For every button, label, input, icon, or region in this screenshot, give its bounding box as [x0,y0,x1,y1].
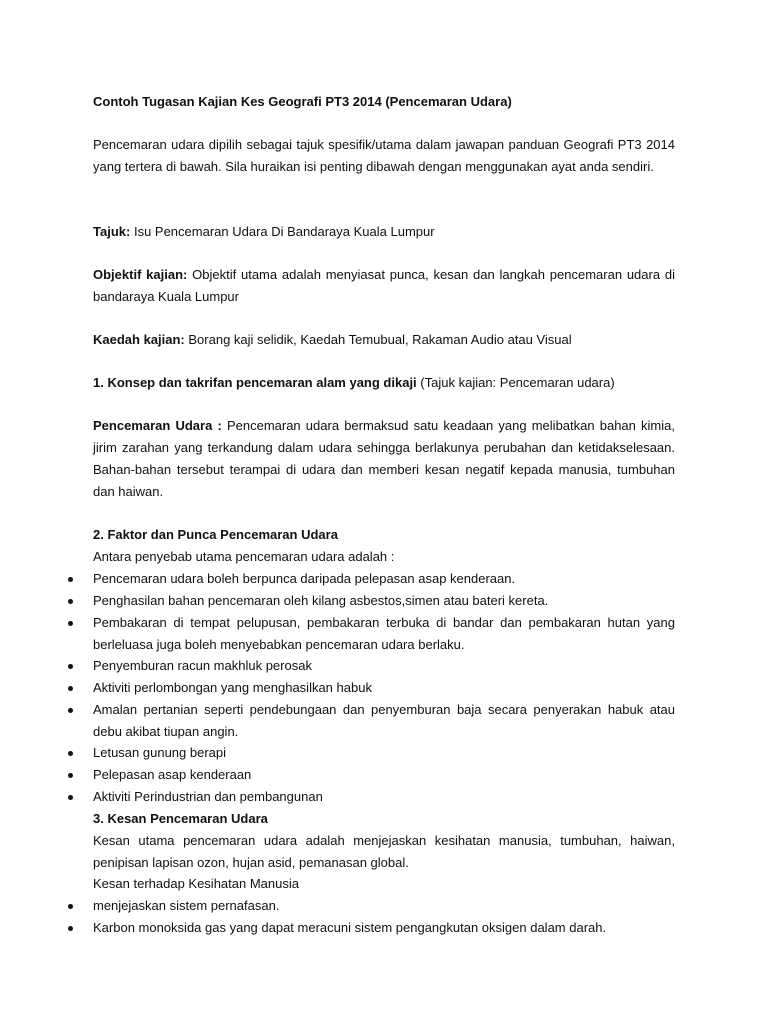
list-item: Penghasilan bahan pencemaran oleh kilang asbestos,simen atau bateri kereta. [93,590,675,612]
list-item: Pencemaran udara boleh berpunca daripada pelepasan asap kenderaan. [93,568,675,590]
tajuk-line [93,221,675,243]
bullet-icon [68,751,73,756]
definition-text: Pencemaran udara bermaksud satu keadaan yang melibatkan bahan kimia, jirim zarahan yang terkandung dalam udara sehingga berlakunya perubahan dan ketidakselesaan. Bahan-bahan tersebut terampai di udara dan memberi kesan negatif kepada manusia, tumbuhan dan haiwan. [93,418,675,499]
definition-paragraph [93,415,675,503]
section1-heading-line [93,372,675,394]
tajuk-text: Isu Pencemaran Udara Di Bandaraya Kuala Lumpur [133,224,435,239]
section1-note: (Tajuk kajian: Pencemaran udara) [420,375,615,390]
section3-lead: Kesan utama pencemaran udara adalah menjejaskan kesihatan manusia, tumbuhan, haiwan, penipisan lapisan ozon, hujan asid, pemanasan global. [93,833,675,870]
objektif-label: Objektif kajian: [93,267,188,282]
bullet-icon [68,577,73,582]
list-item: menjejaskan sistem pernafasan. [93,895,675,917]
list-item: Penyemburan racun makhluk perosak [93,655,675,677]
section3-heading: 3. Kesan Pencemaran Udara [93,811,268,826]
definition-label: Pencemaran Udara : [93,418,222,433]
section3-sub: Kesan terhadap Kesihatan Manusia [93,876,299,891]
intro-paragraph: Pencemaran udara dipilih sebagai tajuk spesifik/utama dalam jawapan panduan Geografi PT3 2014 yang tertera di bawah. Sila huraikan isi penting dibawah dengan menggunakan ayat anda sendiri. [93,137,675,174]
bullet-icon [68,599,73,604]
bullet-icon [68,664,73,669]
list-item: Amalan pertanian seperti pendebungaan dan penyemburan baja secara penyerakan habuk atau debu akibat tiupan angin. [93,699,675,743]
section2-heading: 2. Faktor dan Punca Pencemaran Udara [93,527,338,542]
kaedah-line [93,329,675,351]
tajuk-label: Tajuk: [93,224,131,239]
kaedah-text: Borang kaji selidik, Kaedah Temubual, Rakaman Audio atau Visual [188,332,572,347]
bullet-icon [68,926,73,931]
bullet-icon [68,904,73,909]
list-item: Aktiviti Perindustrian dan pembangunan [93,786,675,808]
objektif-text: Objektif utama adalah menyiasat punca, kesan dan langkah pencemaran udara di bandaraya Kuala Lumpur [93,267,675,304]
bullet-icon [68,795,73,800]
objektif-paragraph [93,264,675,308]
list-item: Pembakaran di tempat pelupusan, pembakaran terbuka di bandar dan pembakaran hutan yang berleluasa juga boleh menyebabkan pencemaran udara berlaku. [93,612,675,656]
section2-lead: Antara penyebab utama pencemaran udara adalah : [93,549,395,564]
list-item: Karbon monoksida gas yang dapat meracuni sistem pengangkutan oksigen dalam darah. [93,917,675,939]
list-item: Aktiviti perlombongan yang menghasilkan habuk [93,677,675,699]
kaedah-label: Kaedah kajian: [93,332,185,347]
list-item: Pelepasan asap kenderaan [93,764,675,786]
bullet-icon [68,621,73,626]
bullet-icon [68,686,73,691]
section1-heading: 1. Konsep dan takrifan pencemaran alam yang dikaji [93,375,417,390]
document-title: Contoh Tugasan Kajian Kes Geografi PT3 2014 (Pencemaran Udara) [93,94,512,109]
list-item: Letusan gunung berapi [93,742,675,764]
bullet-icon [68,773,73,778]
bullet-icon [68,708,73,713]
